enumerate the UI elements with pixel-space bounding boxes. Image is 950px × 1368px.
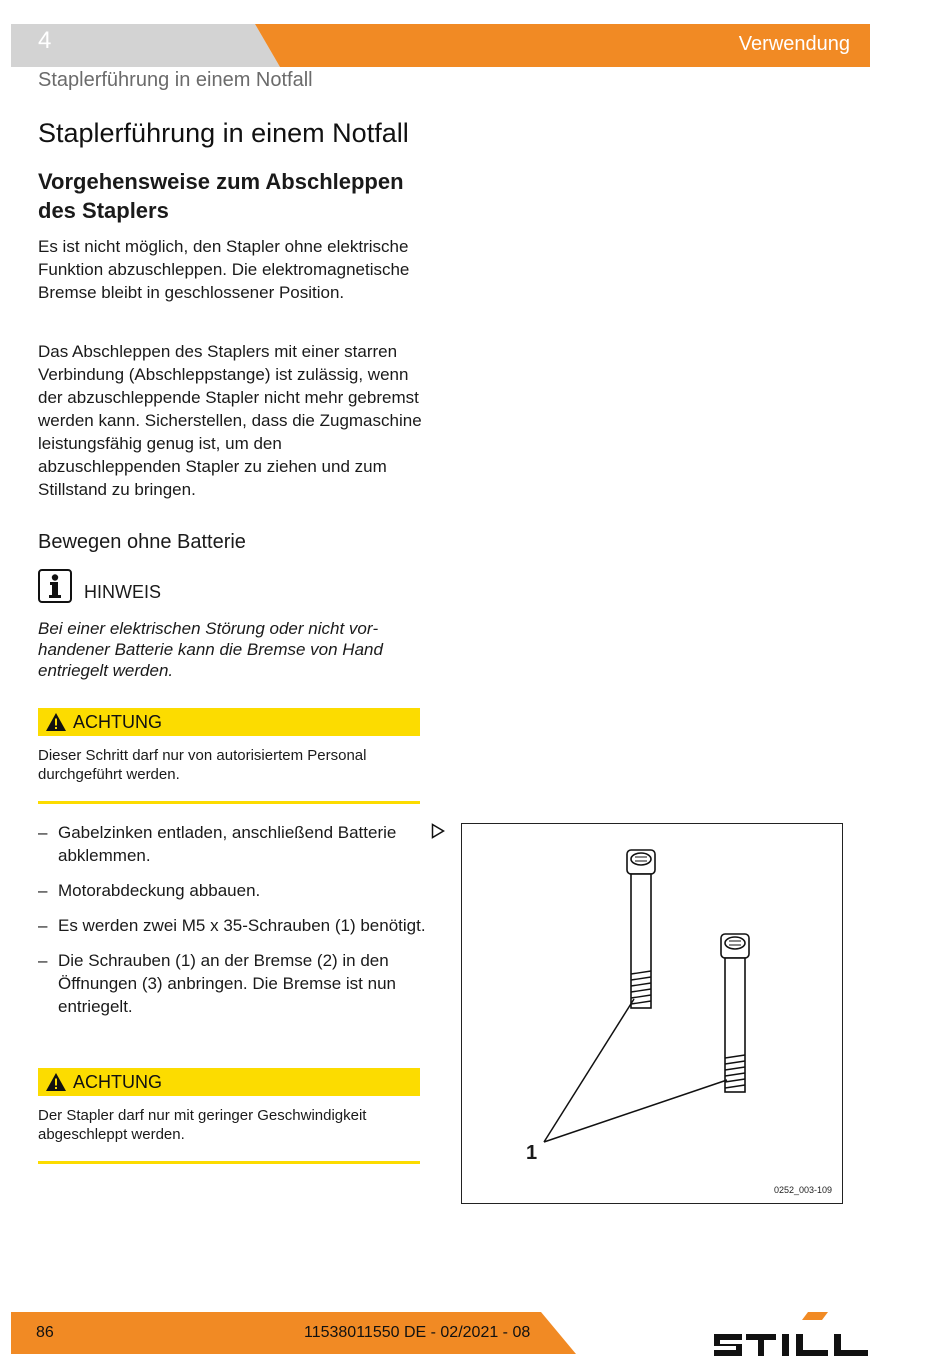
warning-label: ACHTUNG bbox=[73, 1072, 162, 1092]
chapter-number: 4 bbox=[38, 27, 52, 54]
callout-label: 1 bbox=[526, 1142, 538, 1164]
warning-text: Dieser Schritt darf nur von autorisiertem Personal durchgeführt werden. bbox=[38, 747, 367, 783]
warning-bar bbox=[38, 708, 420, 736]
chapter-name: Verwendung bbox=[738, 33, 850, 55]
page-title: Staplerführung in einem Notfall bbox=[38, 118, 409, 148]
step-dash: – bbox=[38, 951, 48, 970]
warning-icon bbox=[45, 1072, 67, 1092]
step-dash: – bbox=[38, 916, 48, 935]
step-text: Die Schrauben (1) an der Bremse (2) in den Öffnungen (3) anbringen. Die Bremse ist nun entriegelt. bbox=[58, 951, 396, 1016]
list-item bbox=[38, 821, 428, 867]
running-head: Staplerführung in einem Notfall bbox=[38, 69, 313, 91]
list-item bbox=[38, 879, 428, 902]
info-icon bbox=[38, 569, 72, 603]
paragraph-1: Es ist nicht möglich, den Stapler ohne elektrische Funktion abzuschleppen. Die elektromagnetische Bremse bleibt in geschlossener Position. bbox=[38, 237, 410, 302]
subsection-title: Bewegen ohne Batterie bbox=[38, 531, 246, 553]
section-title: Vorgehensweise zum Abschleppen des Staplers bbox=[38, 169, 404, 223]
step-text: Es werden zwei M5 x 35-Schrauben (1) benötigt. bbox=[58, 916, 426, 935]
still-logo bbox=[712, 1310, 870, 1358]
step-text: Motorabdeckung abbauen. bbox=[58, 881, 261, 900]
warning-divider bbox=[38, 1161, 420, 1164]
warning-label: ACHTUNG bbox=[73, 712, 162, 732]
screws-drawing bbox=[462, 824, 841, 1202]
paragraph-2: Das Abschleppen des Staplers mit einer starren Verbindung (Abschleppstange) ist zulässig, wenn der abzuschleppende Stapler nicht mehr gebremst werden kann. Sicherstellen, dass die Zugmaschine leistungsfähig genug ist, um den abzuschleppenden Stapler zu ziehen und zum Stillstand zu bringen. bbox=[38, 342, 422, 499]
document-code: 11538011550 DE - 02/2021 - 08 bbox=[304, 1324, 531, 1341]
note-text: Bei einer elektrischen Störung oder nicht vorhandener Batterie kann die Bremse von Hand entriegelt werden. bbox=[38, 619, 383, 680]
note-label: HINWEIS bbox=[84, 582, 162, 602]
warning-bar bbox=[38, 1068, 420, 1096]
image-code: 0252_003-109 bbox=[773, 1185, 832, 1195]
page-number: 86 bbox=[36, 1324, 54, 1341]
step-list bbox=[38, 821, 428, 1030]
list-item bbox=[38, 914, 428, 937]
warning-divider bbox=[38, 801, 420, 804]
screw-illustration bbox=[461, 823, 843, 1204]
warning-icon bbox=[45, 712, 67, 732]
warning-text: Der Stapler darf nur mit geringer Geschwindigkeit abgeschleppt werden. bbox=[38, 1107, 367, 1143]
step-text: Gabelzinken entladen, anschließend Batterie abklemmen. bbox=[58, 823, 397, 865]
step-dash: – bbox=[38, 823, 48, 842]
step-dash: – bbox=[38, 881, 48, 900]
list-item bbox=[38, 949, 428, 1018]
triangle-right-icon bbox=[431, 823, 445, 839]
